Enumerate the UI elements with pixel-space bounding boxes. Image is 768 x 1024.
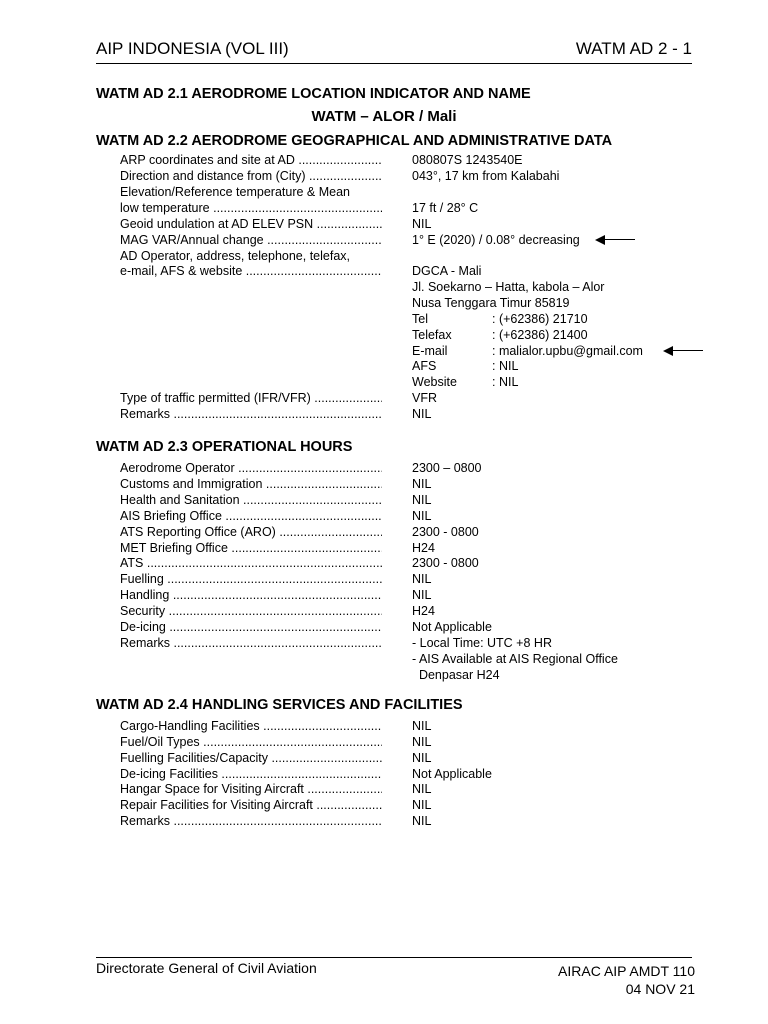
table-row bbox=[0, 476, 768, 492]
table-row bbox=[0, 216, 768, 232]
remarks-line bbox=[0, 651, 768, 667]
row-label: Repair Facilities for Visiting Aircraft ..... bbox=[120, 797, 382, 813]
row-value: NIL bbox=[412, 509, 432, 523]
left-arrow-icon bbox=[595, 232, 635, 248]
table-row bbox=[0, 603, 768, 619]
table-row bbox=[0, 797, 768, 813]
table-row bbox=[0, 248, 768, 264]
address-line bbox=[0, 279, 768, 295]
row-value: NIL bbox=[412, 814, 432, 828]
row-value: 17 ft / 28° C bbox=[412, 201, 479, 215]
row-label: MAG VAR/Annual change ..... bbox=[120, 232, 382, 248]
contact-row bbox=[0, 311, 768, 327]
row-label: Remarks ..... bbox=[120, 406, 382, 422]
contact-key: Tel bbox=[412, 312, 428, 326]
contact-key: E-mail bbox=[412, 344, 448, 358]
row-label: ATS ..... bbox=[120, 555, 382, 571]
row-value: H24 bbox=[412, 541, 435, 555]
row-value: NIL bbox=[412, 719, 432, 733]
row-value: NIL bbox=[412, 493, 432, 507]
row-value: 2300 - 0800 bbox=[412, 556, 479, 570]
aerodrome-name: WATM – ALOR / Mali bbox=[311, 108, 457, 125]
row-label: AIS Briefing Office ..... bbox=[120, 508, 382, 524]
row-label: Elevation/Reference temperature & Mean bbox=[120, 185, 350, 199]
table-row bbox=[0, 734, 768, 750]
table-row bbox=[0, 263, 768, 279]
table-row bbox=[0, 635, 768, 651]
row-value: NIL bbox=[412, 572, 432, 586]
row-label: Direction and distance from (City) ..... bbox=[120, 168, 382, 184]
table-row bbox=[0, 571, 768, 587]
row-value: NIL bbox=[412, 407, 432, 421]
table-row bbox=[0, 718, 768, 734]
table-row bbox=[0, 619, 768, 635]
footer-authority: Directorate General of Civil Aviation bbox=[96, 960, 317, 976]
header-rule bbox=[96, 63, 692, 64]
table-row bbox=[0, 540, 768, 556]
row-label: MET Briefing Office ..... bbox=[120, 540, 382, 556]
row-label: e-mail, AFS & website ..... bbox=[120, 263, 382, 279]
table-row bbox=[0, 587, 768, 603]
contact-key: AFS bbox=[412, 359, 437, 373]
footer-rule bbox=[96, 957, 692, 958]
row-label: Remarks ..... bbox=[120, 635, 382, 651]
contact-value: : malialor.upbu@gmail.com bbox=[492, 344, 643, 358]
contact-row bbox=[0, 374, 768, 390]
left-arrow-icon bbox=[663, 343, 703, 359]
section-2-2-heading: WATM AD 2.2 AERODROME GEOGRAPHICAL AND ADMINISTRATIVE DATA bbox=[96, 133, 613, 149]
row-value: 2300 – 0800 bbox=[412, 461, 482, 475]
row-label: Hangar Space for Visiting Aircraft ..... bbox=[120, 781, 382, 797]
header-page-ref: WATM AD 2 - 1 bbox=[575, 39, 692, 58]
row-label: Geoid undulation at AD ELEV PSN ..... bbox=[120, 216, 382, 232]
row-value: 2300 - 0800 bbox=[412, 525, 479, 539]
contact-row bbox=[0, 327, 768, 343]
table-row bbox=[0, 390, 768, 406]
table-row bbox=[0, 508, 768, 524]
row-label: Fuel/Oil Types ..... bbox=[120, 734, 382, 750]
contact-row bbox=[0, 358, 768, 374]
row-label: Fuelling Facilities/Capacity ..... bbox=[120, 750, 382, 766]
row-label: Health and Sanitation ..... bbox=[120, 492, 382, 508]
table-row bbox=[0, 406, 768, 422]
address-text: Jl. Soekarno – Hatta, kabola – Alor bbox=[412, 280, 605, 294]
table-row bbox=[0, 813, 768, 829]
contact-value: : (+62386) 21400 bbox=[492, 328, 588, 342]
contact-key: Website bbox=[412, 375, 457, 389]
section-2-4-heading: WATM AD 2.4 HANDLING SERVICES AND FACILITIES bbox=[96, 697, 463, 713]
table-row bbox=[0, 232, 768, 248]
table-row bbox=[0, 200, 768, 216]
contact-value: : NIL bbox=[492, 375, 519, 389]
table-row bbox=[0, 492, 768, 508]
address-text: Nusa Tenggara Timur 85819 bbox=[412, 296, 570, 310]
row-label: Type of traffic permitted (IFR/VFR) ..... bbox=[120, 390, 382, 406]
row-label: ARP coordinates and site at AD ..... bbox=[120, 152, 382, 168]
row-value: NIL bbox=[412, 735, 432, 749]
row-label: Cargo-Handling Facilities ..... bbox=[120, 718, 382, 734]
row-value: - Local Time: UTC +8 HR bbox=[412, 636, 552, 650]
row-value: NIL bbox=[412, 217, 432, 231]
table-row bbox=[0, 750, 768, 766]
row-value: NIL bbox=[412, 782, 432, 796]
row-value: NIL bbox=[412, 477, 432, 491]
remarks-line bbox=[0, 667, 768, 683]
row-value: H24 bbox=[412, 604, 435, 618]
table-row bbox=[0, 781, 768, 797]
row-value: VFR bbox=[412, 391, 437, 405]
row-value: NIL bbox=[412, 588, 432, 602]
header-title: AIP INDONESIA (VOL III) bbox=[96, 39, 289, 58]
section-2-3-heading: WATM AD 2.3 OPERATIONAL HOURS bbox=[96, 439, 353, 455]
footer-amendment: AIRAC AIP AMDT 110 bbox=[558, 963, 695, 979]
row-value: 043°, 17 km from Kalabahi bbox=[412, 169, 560, 183]
remarks-text: - AIS Available at AIS Regional Office bbox=[412, 652, 618, 666]
row-label: low temperature ..... bbox=[120, 200, 382, 216]
table-row bbox=[0, 524, 768, 540]
row-label: Remarks ..... bbox=[120, 813, 382, 829]
table-row bbox=[0, 152, 768, 168]
table-row bbox=[0, 460, 768, 476]
row-label: Security ..... bbox=[120, 603, 382, 619]
row-label: De-icing ..... bbox=[120, 619, 382, 635]
row-label: Customs and Immigration ..... bbox=[120, 476, 382, 492]
row-value: DGCA - Mali bbox=[412, 264, 482, 278]
contact-value: : (+62386) 21710 bbox=[492, 312, 588, 326]
row-value: 080807S 1243540E bbox=[412, 153, 523, 167]
section-2-1-heading: WATM AD 2.1 AERODROME LOCATION INDICATOR AND NAME bbox=[96, 86, 531, 102]
row-label: Aerodrome Operator ..... bbox=[120, 460, 382, 476]
table-row bbox=[0, 555, 768, 571]
row-label: De-icing Facilities ..... bbox=[120, 766, 382, 782]
row-value: NIL bbox=[412, 798, 432, 812]
row-value: Not Applicable bbox=[412, 767, 492, 781]
row-label: ATS Reporting Office (ARO) ..... bbox=[120, 524, 382, 540]
table-row bbox=[0, 168, 768, 184]
row-value: 1° E (2020) / 0.08° decreasing bbox=[412, 233, 580, 247]
row-label: Fuelling ..... bbox=[120, 571, 382, 587]
table-row bbox=[0, 184, 768, 200]
row-value: NIL bbox=[412, 751, 432, 765]
contact-value: : NIL bbox=[492, 359, 519, 373]
table-row bbox=[0, 766, 768, 782]
address-line bbox=[0, 295, 768, 311]
contact-key: Telefax bbox=[412, 328, 452, 342]
row-label: AD Operator, address, telephone, telefax, bbox=[120, 249, 350, 263]
row-label: Handling ..... bbox=[120, 587, 382, 603]
remarks-text: Denpasar H24 bbox=[412, 668, 500, 682]
footer-date: 04 NOV 21 bbox=[625, 981, 695, 997]
row-value: Not Applicable bbox=[412, 620, 492, 634]
contact-row bbox=[0, 343, 768, 359]
